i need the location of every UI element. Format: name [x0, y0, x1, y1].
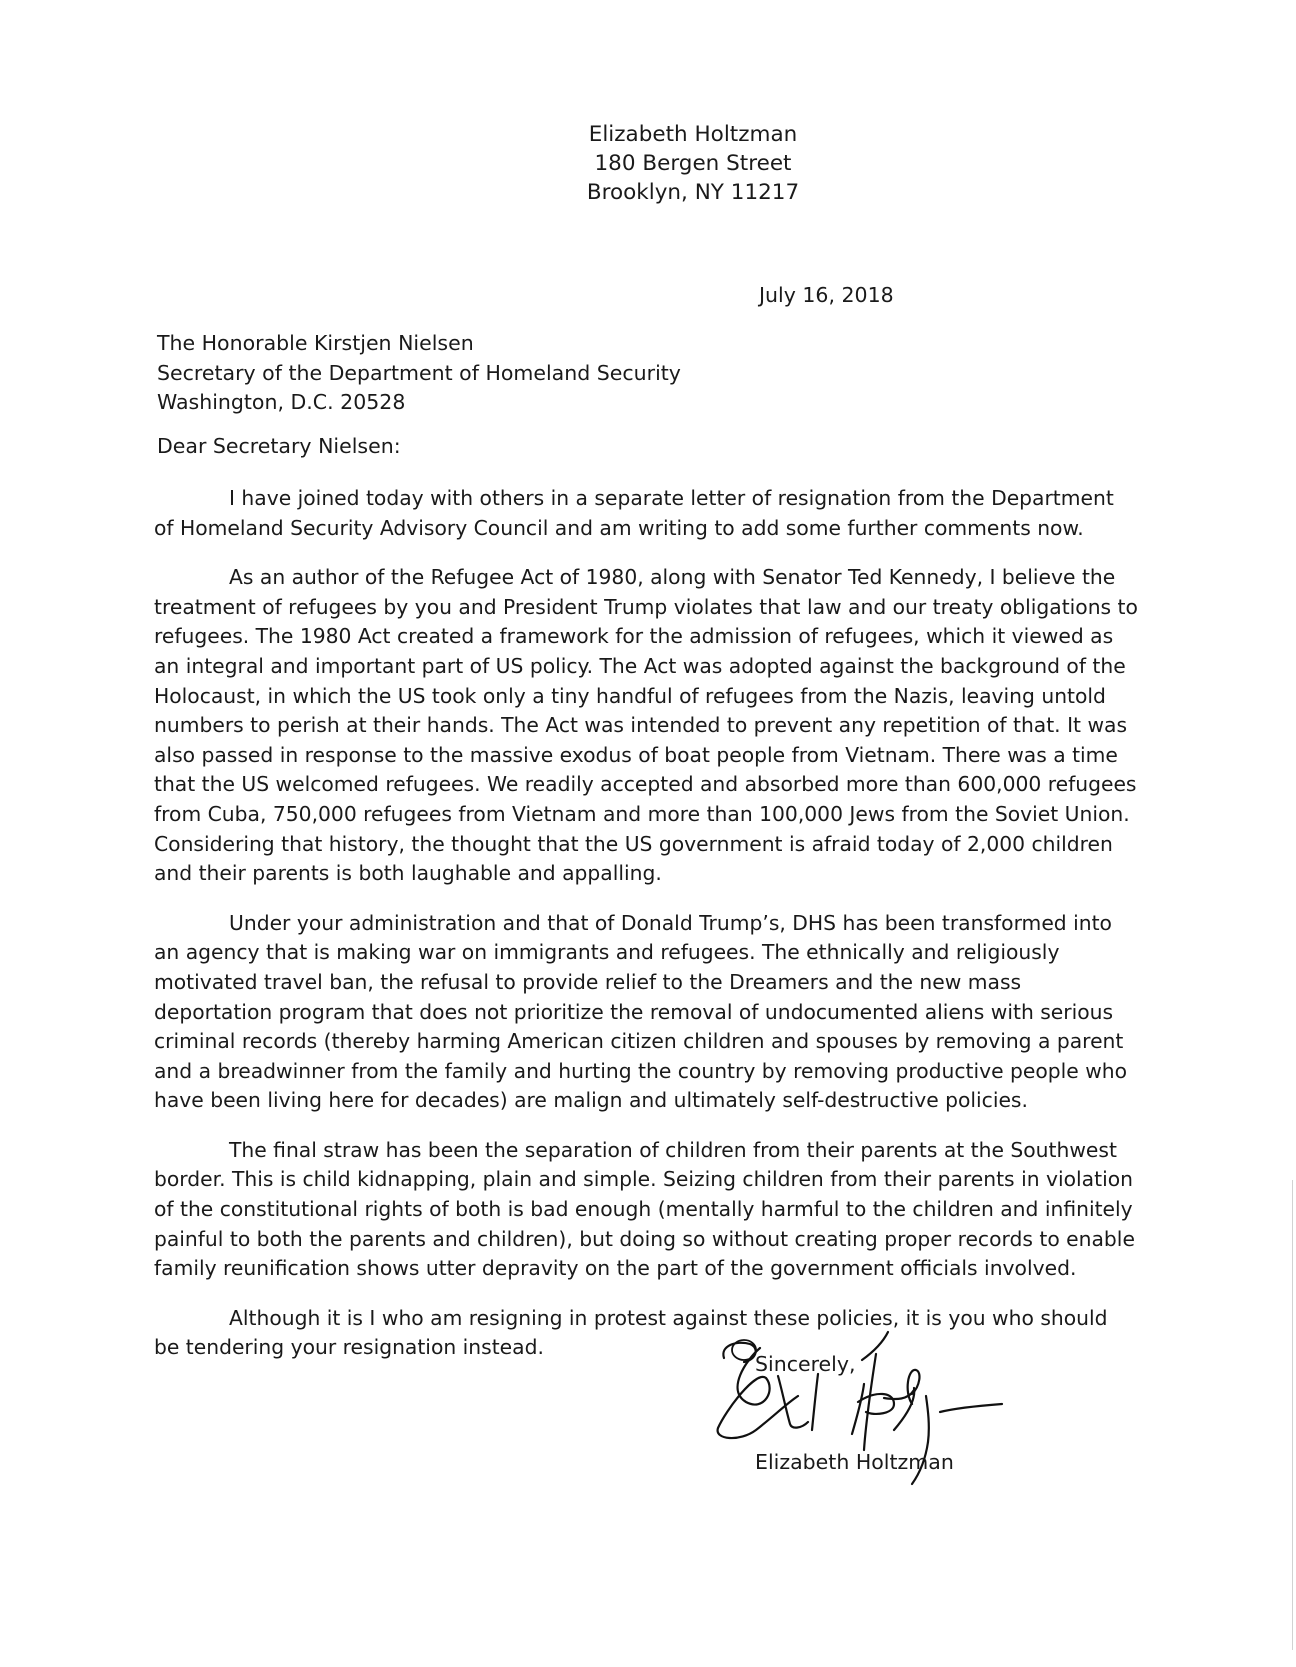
recipient-name: The Honorable Kirstjen Nielsen: [157, 331, 474, 355]
letter-date: July 16, 2018: [759, 283, 894, 307]
sender-name: Elizabeth Holtzman: [588, 122, 798, 147]
recipient-title: Secretary of the Department of Homeland Security: [157, 360, 681, 385]
letterhead: [0, 120, 1296, 207]
closing: Sincerely,: [755, 1352, 856, 1376]
recipient-block: [157, 329, 681, 418]
body-paragraph: Although it is I who am resigning in protest against these policies, it is you who should be tendering your resignation instead.: [154, 1305, 1108, 1360]
signer-name: Elizabeth Holtzman: [755, 1450, 954, 1474]
body-paragraph: I have joined today with others in a separate letter of resignation from the Department of Homeland Security Advisory Council and am writing to add some further comments now.: [154, 486, 1114, 540]
salutation: Dear Secretary Nielsen:: [157, 434, 401, 458]
body-paragraph: Under your administration and that of Donald Trump’s, DHS has been transformed into an agency that is making war on immigrants and refugees. The ethnically and religiously motivated travel ban, the refusal to provide relief to the Dreamers and the new mass deportation program that does not prioritize the removal of undocumented aliens with serious criminal records (thereby harming American citizen children and spouses by removing a parent and a breadwinner from the family and hurting the country by removing productive people who have been living here for decades) are malign and ultimately self-destructive policies.: [154, 910, 1128, 1113]
letter-body: [154, 484, 1139, 1383]
recipient-address: Washington, D.C. 20528: [157, 390, 406, 414]
sender-city: Brooklyn, NY 11217: [586, 180, 800, 205]
scan-edge-line: [1292, 1180, 1293, 1650]
body-paragraph: The final straw has been the separation of children from their parents at the Southwest border. This is child kidnapping, plain and simple. Seizing children from their parents in violation of the constitutional rights of both is bad enough (mentally harmful to the children and infinitely painful to both the parents and children), but doing so without creating proper records to enable family reunification shows utter depravity on the part of the government officials involved.: [154, 1137, 1135, 1281]
sender-street: 180 Bergen Street: [594, 151, 792, 176]
body-paragraph: As an author of the Refugee Act of 1980, along with Senator Ted Kennedy, I believe the treatment of refugees by you and President Trump violates that law and our treaty obligations to refugees. The 1980 Act created a framework for the admission of refugees, which it viewed as an integral and important part of US policy. The Act was adopted against the background of the Holocaust, in which the US took only a tiny handful of refugees from the Nazis, leaving untold numbers to perish at their hands. The Act was intended to prevent any repetition of that. It was also passed in response to the massive exodus of boat people from Vietnam. There was a time that the US welcomed refugees. We readily accepted and absorbed more than 600,000 refugees from Cuba, 750,000 refugees from Vietnam and more than 100,000 Jews from the Soviet Union. Considering that history, the thought that the US government is afraid today of 2,000 children and their parents is both laughable and appalling.: [154, 565, 1138, 886]
